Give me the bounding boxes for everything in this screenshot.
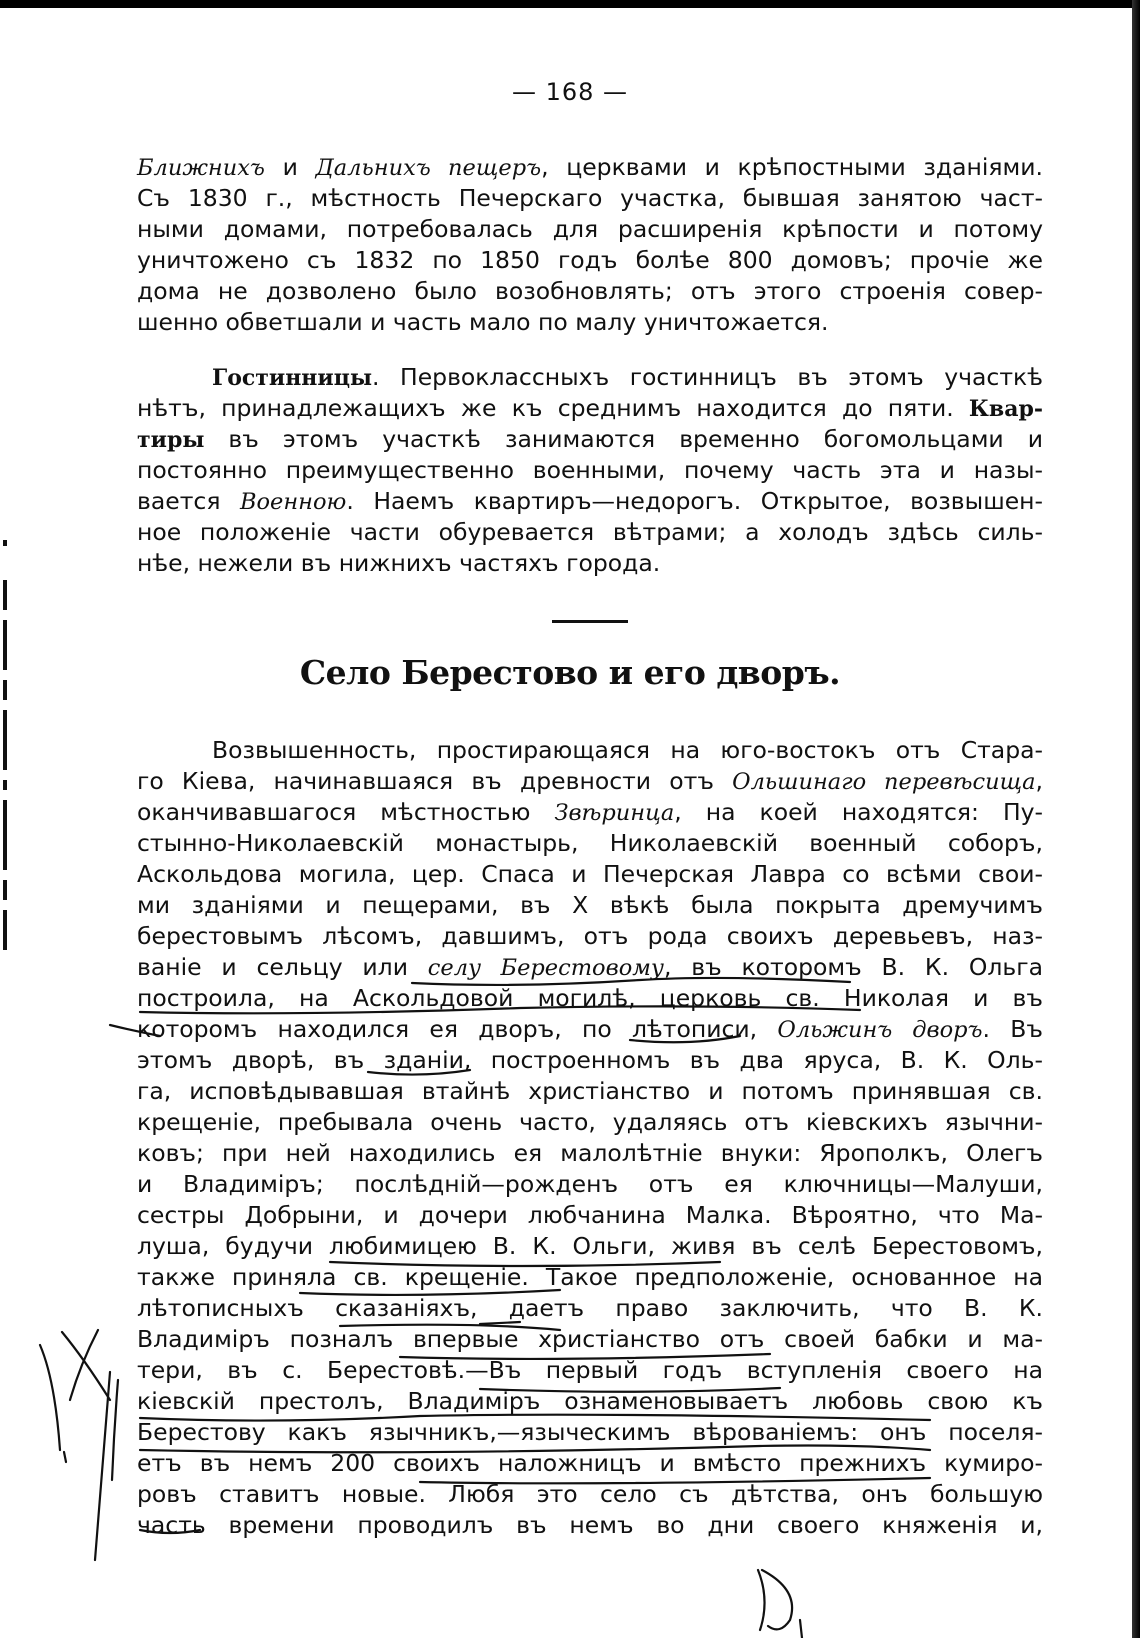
text-line: [137, 735, 1043, 766]
text-line: [137, 766, 1043, 797]
text-run: часть времени проводилъ въ немъ во дни своего княженія и,: [137, 1511, 1043, 1539]
text-run: ,: [1035, 767, 1043, 795]
text-run: го Кіева, начинавшаяся въ древности отъ: [137, 767, 733, 795]
scan-left-binding-marks: [2, 540, 10, 960]
text-run: постоянно преимущественно военными, почему часть эта и назы-: [137, 456, 1043, 484]
text-line: [137, 859, 1043, 890]
text-run: уничтожено съ 1832 по 1850 годъ болѣе 800 домовъ; прочіе же: [137, 246, 1043, 274]
text-line: [137, 1448, 1043, 1479]
text-line: [137, 1510, 1043, 1541]
text-run: Берестову какъ язычникъ,—языческимъ вѣрованіемъ: онъ поселя-: [137, 1418, 1043, 1446]
text-run: га, исповѣдывавшая втайнѣ христіанство и потомъ принявшая св.: [137, 1077, 1043, 1105]
text-run: построила, на Аскольдовой могилѣ, церковь св. Николая и въ: [137, 984, 1043, 1012]
text-run: вается: [137, 487, 240, 515]
scan-right-edge: [1132, 0, 1140, 1638]
scan-top-edge: [0, 0, 1140, 8]
margin-bracket-mark: [112, 1380, 118, 1480]
margin-bracket-mark: [95, 1372, 110, 1560]
text-run: , въ которомъ В. К. Ольга: [663, 953, 1043, 981]
text-line: [137, 1107, 1043, 1138]
text-run: кіевскій престолъ, Владиміръ ознаменовываетъ любовь свою къ: [137, 1387, 1043, 1415]
text-run: нѣе, нежели въ нижнихъ частяхъ города.: [137, 549, 661, 577]
text-run: . Наемъ квартиръ—недорогъ. Открытое, возвышен-: [346, 487, 1043, 515]
text-line: [137, 307, 1043, 338]
text-line: [137, 1138, 1043, 1169]
paragraph-berestovo: [137, 735, 1043, 1541]
text-line: [137, 1231, 1043, 1262]
text-line: [137, 1076, 1043, 1107]
text-line: [137, 1262, 1043, 1293]
bold-term: Квар-: [968, 396, 1043, 422]
text-run: нѣтъ, принадлежащихъ же къ среднимъ находится до пяти.: [137, 394, 969, 422]
text-line: [137, 1169, 1043, 1200]
italic-text: Ольшинаго перевѣсища: [732, 769, 1036, 795]
text-line: [137, 245, 1043, 276]
text-run: крещеніе, пребывала очень часто, удаляясь отъ кіевскихъ язычни-: [137, 1108, 1043, 1136]
text-run: Возвышенность, простирающаяся на юго-востокъ отъ Стара-: [212, 736, 1043, 764]
text-run: стынно-Николаевскій монастырь, Николаевскій военный соборъ,: [137, 829, 1043, 857]
text-run: Съ 1830 г., мѣстность Печерскаго участка, бывшая занятою част-: [137, 184, 1043, 212]
text-line: [137, 1014, 1043, 1045]
text-run: етъ въ немъ 200 своихъ наложницъ и вмѣсто прежнихъ кумиро-: [137, 1449, 1043, 1477]
bold-term: Гостинницы: [212, 365, 373, 391]
text-line: [137, 152, 1043, 183]
text-run: оканчивавшагося мѣстностью: [137, 798, 555, 826]
italic-text: Дальнихъ пещеръ: [315, 155, 542, 181]
text-run: Владиміръ позналъ впервые христіанство отъ своей бабки и ма-: [137, 1325, 1043, 1353]
text-run: . Въ: [982, 1015, 1043, 1043]
text-run: ное положеніе части обуревается вѣтрами; а холодъ здѣсь силь-: [137, 518, 1043, 546]
text-line: [137, 486, 1043, 517]
bottom-d-mark: [758, 1570, 765, 1630]
text-line: [137, 952, 1043, 983]
text-run: луша, будучи любимицею В. К. Ольги, живя въ селѣ Берестовомъ,: [137, 1232, 1043, 1260]
italic-text: Звѣринца: [554, 800, 675, 826]
text-run: также приняла св. крещеніе. Такое предположеніе, основанное на: [137, 1263, 1043, 1291]
text-run: которомъ находился ея дворъ, по лѣтописи,: [137, 1015, 778, 1043]
text-line: [137, 1417, 1043, 1448]
bottom-d-mark: [800, 1620, 802, 1638]
text-run: берестовымъ лѣсомъ, давшимъ, отъ рода своихъ деревьевъ, наз-: [137, 922, 1043, 950]
text-run: этомъ дворѣ, въ зданіи, построенномъ въ два яруса, В. К. Оль-: [137, 1046, 1043, 1074]
text-run: дома не дозволено было возобновлять; отъ этого строенія совер-: [137, 277, 1043, 305]
text-line: [137, 921, 1043, 952]
text-line: [137, 214, 1043, 245]
text-line: [137, 1200, 1043, 1231]
text-line: [137, 362, 1043, 393]
margin-x-mark: [62, 1332, 110, 1400]
italic-text: Ближнихъ: [137, 155, 265, 181]
bottom-d-mark: [762, 1570, 792, 1629]
text-run: въ этомъ участкѣ занимаются временно богомольцами и: [204, 425, 1043, 453]
text-line: [137, 424, 1043, 455]
text-run: ваніе и сельцу или: [137, 953, 428, 981]
margin-x-mark: [70, 1330, 98, 1400]
text-line: [137, 276, 1043, 307]
text-line: [137, 1355, 1043, 1386]
text-run: ровъ ставитъ новые. Любя это село съ дѣтства, онъ большую: [137, 1480, 1043, 1508]
text-line: [137, 1324, 1043, 1355]
text-line: [137, 183, 1043, 214]
text-run: сестры Добрыни, и дочери любчанина Малка. Вѣроятно, что Ма-: [137, 1201, 1043, 1229]
text-line: [137, 1293, 1043, 1324]
text-line: [137, 1479, 1043, 1510]
italic-text: селу Берестовому: [427, 955, 664, 981]
text-line: [137, 455, 1043, 486]
italic-text: Военною: [239, 489, 347, 515]
section-divider: [552, 620, 628, 623]
page-number: — 168 —: [511, 78, 629, 106]
text-line: [137, 548, 1043, 579]
margin-tick-mark: [64, 1452, 66, 1462]
text-run: ми зданіями и пещерами, въ X вѣкѣ была покрыта дремучимъ: [137, 891, 1043, 919]
text-run: Аскольдова могила, цер. Спаса и Печерская Лавра со всѣми свои-: [137, 860, 1043, 888]
paragraph-hotels: [137, 362, 1043, 579]
text-run: ковъ; при ней находились ея малолѣтніе внуки: Ярополкъ, Олегъ: [137, 1139, 1043, 1167]
text-line: [137, 517, 1043, 548]
text-run: тери, въ с. Берестовѣ.—Въ первый годъ вступленія своего на: [137, 1356, 1043, 1384]
text-run: . Первоклассныхъ гостинницъ въ этомъ участкѣ: [372, 363, 1043, 391]
text-run: шенно обветшали и часть мало по малу уничтожается.: [137, 308, 829, 336]
text-run: , на коей находятся: Пу-: [674, 798, 1043, 826]
italic-text: Ольжинъ дворъ: [777, 1017, 983, 1043]
text-run: и Владиміръ; послѣдній—рожденъ отъ ея ключницы—Малуши,: [137, 1170, 1043, 1198]
text-line: [137, 1386, 1043, 1417]
text-run: ными домами, потребовалась для расширенія крѣпости и потому: [137, 215, 1043, 243]
bold-term: тиры: [137, 427, 205, 453]
text-line: [137, 983, 1043, 1014]
margin-bracket-mark: [40, 1345, 60, 1450]
text-line: [137, 1045, 1043, 1076]
paragraph-caves: [137, 152, 1043, 338]
text-run: , церквами и крѣпостными зданіями.: [541, 153, 1043, 181]
text-line: [137, 393, 1043, 424]
section-title: Село Берестово и его дворъ.: [299, 653, 841, 692]
text-line: [137, 828, 1043, 859]
text-run: и: [264, 153, 316, 181]
text-run: лѣтописныхъ сказаніяхъ, даетъ право заключить, что В. К.: [137, 1294, 1043, 1322]
text-line: [137, 797, 1043, 828]
text-line: [137, 890, 1043, 921]
